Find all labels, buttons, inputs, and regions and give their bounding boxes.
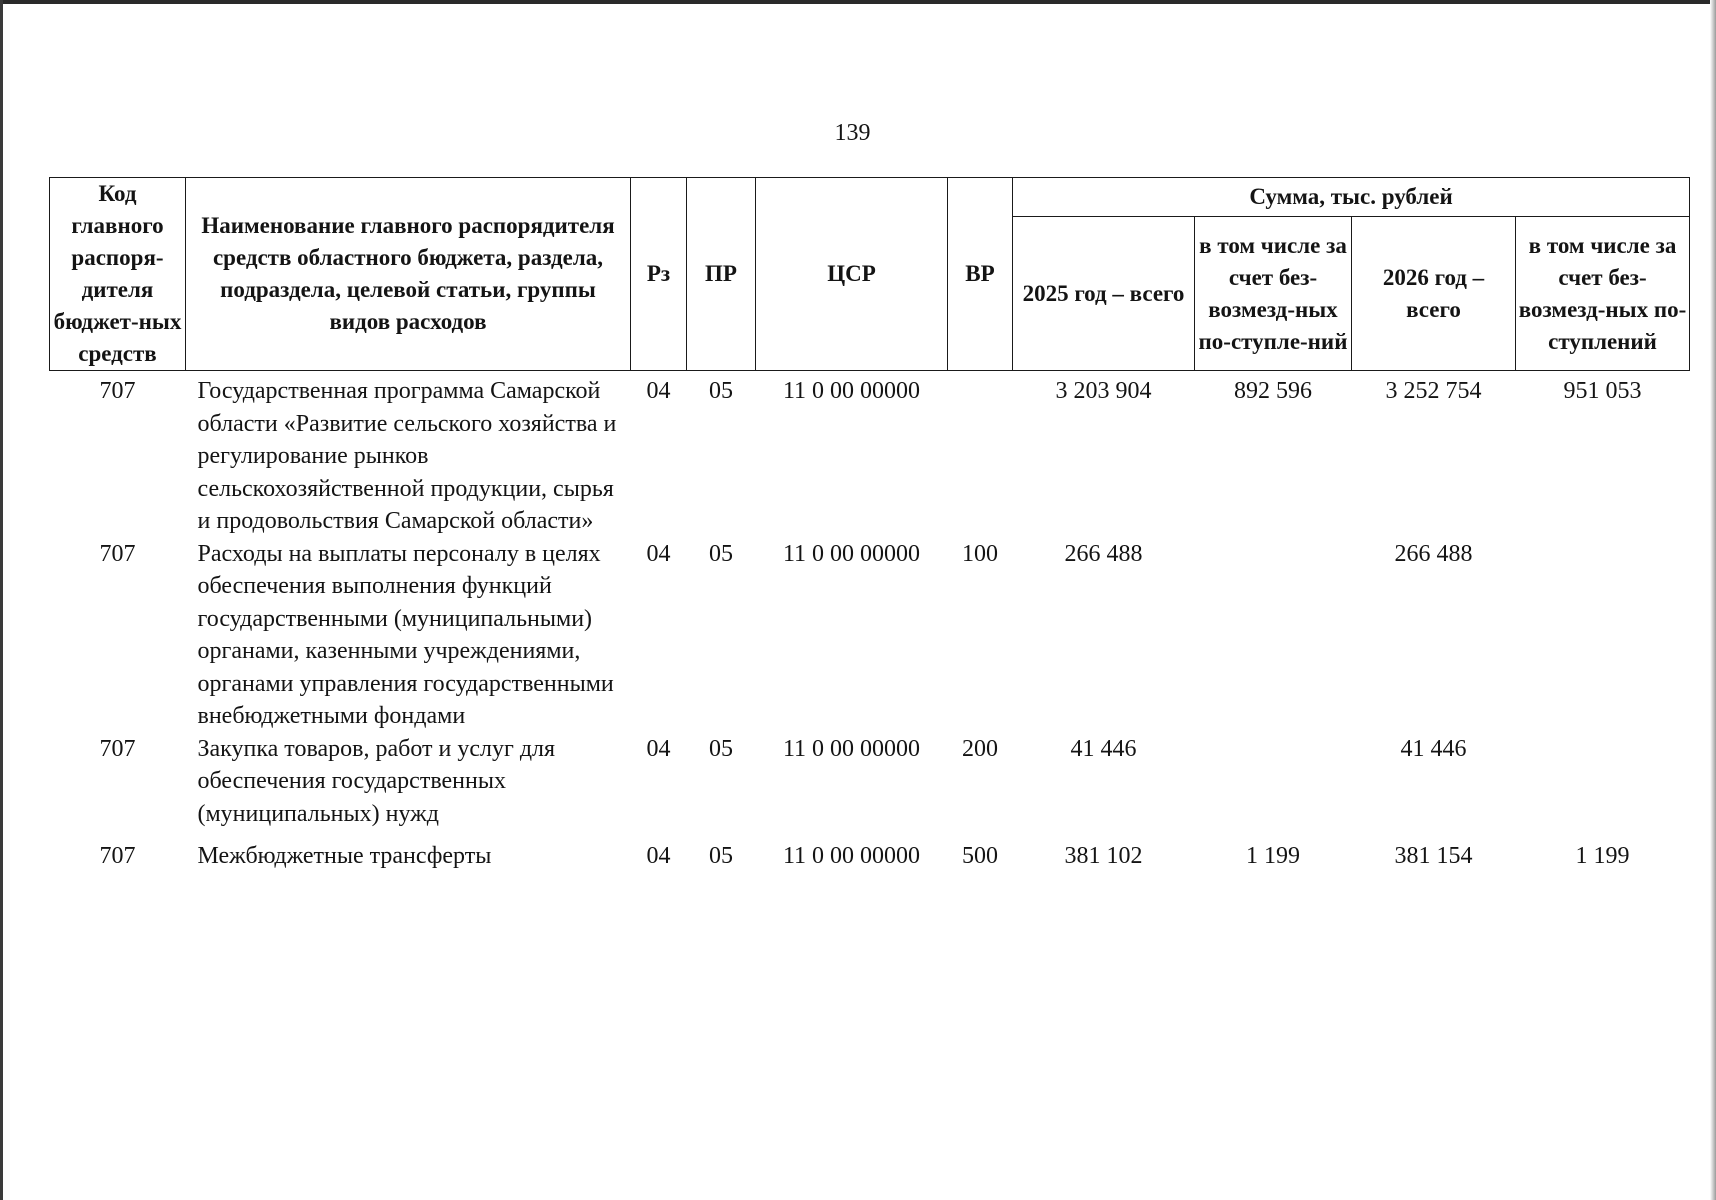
cell-code: 707 <box>99 378 136 404</box>
cell-2026-total: 381 154 <box>1394 843 1473 869</box>
cell-2025-total: 266 488 <box>1064 540 1143 567</box>
cell-pr: 05 <box>709 843 733 869</box>
cell-2025-total: 381 102 <box>1064 843 1143 869</box>
header-rz: Рз <box>631 178 687 371</box>
cell-vr: 200 <box>962 735 998 762</box>
header-2025-grants: в том числе за счет без-возмезд-ных по-ступле-ний <box>1195 217 1352 371</box>
cell-vr: 500 <box>962 843 998 869</box>
scan-border-top <box>0 0 1716 4</box>
cell-2025-grants: 1 199 <box>1246 843 1300 869</box>
cell-vr: 100 <box>962 540 998 567</box>
header-sum: Сумма, тыс. рублей <box>1013 178 1690 217</box>
cell-csr: 11 0 00 00000 <box>782 540 921 567</box>
cell-rz: 04 <box>646 843 671 869</box>
header-2026-total: 2026 год – всего <box>1352 217 1516 371</box>
cell-2025-grants <box>1195 538 1352 733</box>
cell-2026-grants: 951 053 <box>1563 378 1642 404</box>
table-row <box>50 830 1690 873</box>
cell-2025-total: 41 446 <box>1070 735 1137 762</box>
table-body <box>50 371 1690 873</box>
cell-2026-total: 3 252 754 <box>1385 378 1482 404</box>
cell-rz: 04 <box>646 540 671 567</box>
cell-code: 707 <box>99 735 136 762</box>
header-2025-total: 2025 год – всего <box>1013 217 1195 371</box>
cell-pr: 05 <box>709 378 733 404</box>
page-number: 139 <box>834 120 871 146</box>
scan-border-left <box>0 0 3 1200</box>
scan-border-right <box>1710 0 1716 1200</box>
cell-csr: 11 0 00 00000 <box>782 735 921 762</box>
cell-2026-grants <box>1516 733 1690 831</box>
cell-2026-grants: 1 199 <box>1575 843 1630 869</box>
cell-code: 707 <box>99 540 136 567</box>
cell-2026-total: 41 446 <box>1400 735 1467 762</box>
header-pr: ПР <box>687 178 756 371</box>
cell-rz: 04 <box>646 378 671 404</box>
cell-2025-total: 3 203 904 <box>1055 378 1152 404</box>
header-name: Наименование главного распорядителя средств областного бюджета, раздела, подраздела, целевой статьи, группы видов расходов <box>186 178 631 371</box>
table-row <box>50 371 1690 538</box>
header-csr: ЦСР <box>756 178 948 371</box>
cell-2025-grants: 892 596 <box>1234 378 1312 404</box>
cell-rz: 04 <box>646 735 671 762</box>
table-row <box>50 733 1690 831</box>
cell-2026-grants <box>1516 538 1690 733</box>
cell-pr: 05 <box>709 735 733 762</box>
cell-name: Государственная программа Самарской области «Развитие сельского хозяйства и регулирование рынков сельскохозяйственной продукции, сырья и продовольствия Самарской области» <box>197 378 617 534</box>
cell-code: 707 <box>99 843 136 869</box>
header-vr: ВР <box>948 178 1013 371</box>
budget-table <box>49 177 1690 873</box>
cell-2025-grants <box>1195 733 1352 831</box>
header-2026-grants: в том числе за счет без-возмезд-ных по-ступлений <box>1516 217 1690 371</box>
cell-vr <box>948 371 1013 538</box>
cell-2026-total: 266 488 <box>1394 540 1473 567</box>
cell-name: Расходы на выплаты персоналу в целях обеспечения выполнения функций государственными (муниципальными) органами, казенными учреждениями, органами управления государственными внебюджетными фондами <box>197 540 614 729</box>
cell-csr: 11 0 00 00000 <box>782 843 921 869</box>
table-header <box>50 178 1690 371</box>
header-code: Код главного распоря-дителя бюджет-ных средств <box>50 178 186 371</box>
table-row <box>50 538 1690 733</box>
cell-pr: 05 <box>709 540 733 567</box>
cell-name: Межбюджетные трансферты <box>197 843 492 869</box>
cell-csr: 11 0 00 00000 <box>782 378 921 404</box>
cell-name: Закупка товаров, работ и услуг для обеспечения государственных (муниципальных) нужд <box>197 735 556 827</box>
